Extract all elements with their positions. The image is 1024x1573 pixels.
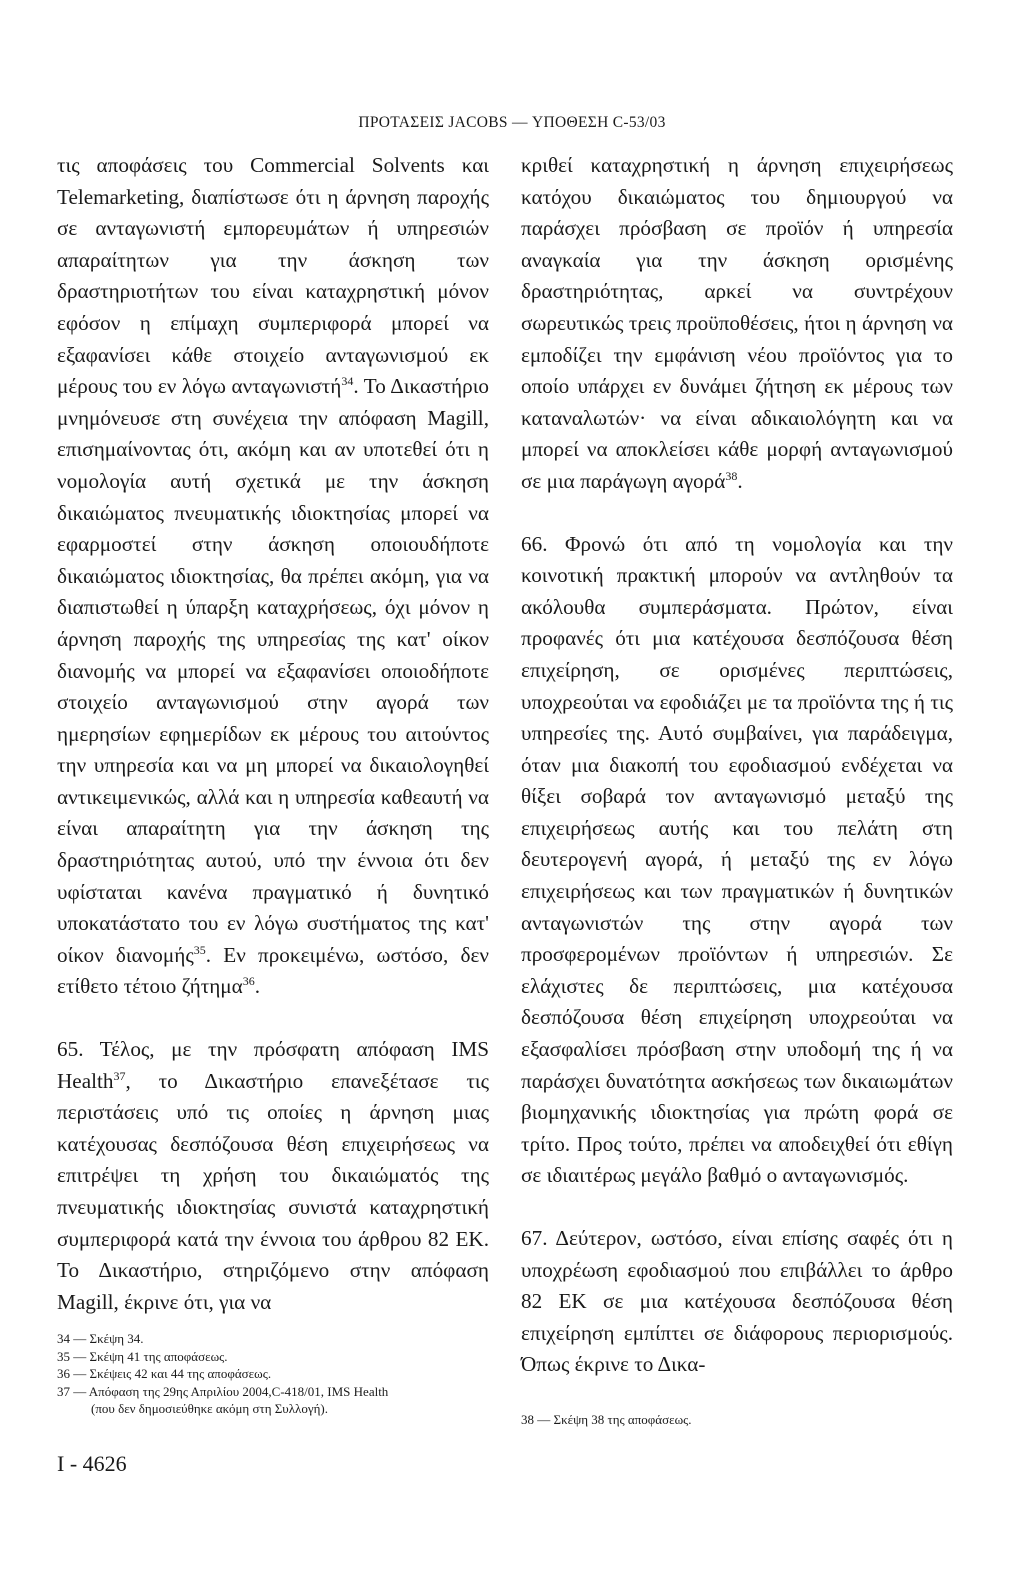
footnote-ref-38[interactable]: 38 (725, 468, 738, 483)
footnote-36: 36 — Σκέψεις 42 και 44 της αποφάσεως. (57, 1366, 272, 1381)
footnote-ref-37[interactable]: 37 (113, 1068, 126, 1083)
footnote-37-continuation: (που δεν δημοσιεύθηκε ακόμη στη Συλλογή). (91, 1401, 328, 1416)
footnote-37: 37 — Απόφαση της 29ης Απριλίου 2004,C-418/01, IMS Health (57, 1383, 389, 1399)
footnote-ref-35[interactable]: 35 (193, 942, 206, 957)
footnote-35: 35 — Σκέψη 41 της αποφάσεως. (57, 1348, 228, 1364)
footnote-34: 34 — Σκέψη 34. (57, 1331, 144, 1346)
paragraph-66: 66. Φρονώ ότι από τη νομολογία και την κοινοτική πρακτική μπορούν να αντληθούν τα ακόλουθα συμπεράσματα. Πρώτον, είναι προφανές ότι μια κατέχουσα δεσπόζουσα θέση επιχείρηση, σε ορισμένες περιπτώσεις, υποχρεούται να εφοδιάζει με τα προϊόντα της ή τις υπηρεσίες της. Αυτό συμβαίνει, για παράδειγμα, όταν μια διακοπή του εφοδιασμού ενδέχεται να θίξει σοβαρά τον ανταγωνισμό μεταξύ της επιχειρήσεως αυτής και του πελάτη στη δευτερογενή αγορά, ή μεταξύ της εν λόγω επιχειρήσεως και των πραγματικών ή δυνητικών ανταγωνιστών της στην αγορά των προσφερομένων προϊόντων ή υπηρεσιών. Σε ελάχιστες δε περιπτώσεις, μια κατέχουσα δεσπόζουσα θέση επιχείρηση υποχρεούται να εξασφαλίσει πρόσβαση στην υποδομή της ή να παράσχει δυνατότητα ασκήσεως των δικαιωμάτων βιομηχανικής ιδιοκτησίας για πρώτη φορά σε τρίτο. Προς τούτο, πρέπει να αποδειχθεί ότι εθίγη σε ιδιαιτέρως μεγάλο βαθμό ο ανταγωνισμός. (521, 531, 953, 1188)
footnotes-left (57, 1330, 497, 1418)
paragraph-65-continued: κριθεί καταχρηστική η άρνηση επιχειρήσεως κατόχου δικαιώματος του δημιουργού να παράσχει πρόσβαση σε προϊόν ή υπηρεσία αναγκαία για την άσκηση ορισμένης δραστηριότητας, αρκεί να συντρέχουν σωρευτικώς τρεις προϋποθέσεις, ήτοι η άρνηση να εμποδίζει την εμφάνιση νέου προϊόντος για το οποίο υπάρχει εν δυνάμει ζήτηση εκ μέρους των καταναλωτών· να είναι αδικαιολόγητη και να μπορεί να αποκλείσει κάθε μορφή ανταγωνισμού σε μια παράγωγη αγορά$^{38}$. (521, 153, 953, 493)
right-column (521, 150, 953, 1381)
footnote-38: 38 — Σκέψη 38 της αποφάσεως. (521, 1412, 692, 1427)
footnote-ref-34[interactable]: 34 (341, 374, 354, 389)
paragraph-67: 67. Δεύτερον, ωστόσο, είναι επίσης σαφές ότι η υποχρέωση εφοδιασμού που επιβάλλει το άρθρο 82 ΕΚ σε μια κατέχουσα δεσπόζουσα θέση επιχείρηση εμπίπτει σε διάφορους περιορισμούς. Όπως έκρινε το Δικα- (521, 1226, 953, 1377)
running-header: ΠΡΟΤΑΣΕΙΣ JACOBS — ΥΠΟΘΕΣΗ C-53/03 (358, 114, 666, 131)
paragraph-64-continued: τις αποφάσεις του Commercial Solvents και Telemarketing, διαπίστωσε ότι η άρνηση παροχής σε ανταγωνιστή εμπορευμάτων ή υπηρεσιών απαραίτητων για την άσκηση των δραστηριοτήτων του είναι καταχρηστική μόνον εφόσον η επίμαχη συμπεριφορά μπορεί να εξαφανίσει κάθε στοιχείο ανταγωνισμού εκ μέρους του εν λόγω ανταγωνιστή$^{34}$. Το Δικαστήριο μνημόνευσε στη συνέχεια την απόφαση Magill, επισημαίνοντας ότι, ακόμη και αν υποτεθεί ότι η νομολογία αυτή σχετικά με την άσκηση δικαιώματος πνευματικής ιδιοκτησίας μπορεί να εφαρμοστεί στην άσκηση οποιουδήποτε δικαιώματος ιδιοκτησίας, θα πρέπει ακόμη, για να διαπιστωθεί η ύπαρξη καταχρήσεως, όχι μόνον η άρνηση παροχής της υπηρεσίας της κατ' οίκον διανομής να μπορεί να εξαφανίσει οποιοδήποτε στοιχείο ανταγωνισμού στην αγορά των ημερησίων εφημερίδων εκ μέρους του αιτούντος την υπηρεσία και να μη μπορεί να δικαιολογηθεί αντικειμενικώς, αλλά και η υπηρεσία καθεαυτή να είναι απαραίτητη για την άσκηση της δραστηριότητας αυτού, υπό την έννοια ότι δεν υφίσταται κανένα πραγματικό ή δυνητικό υποκατάστατο του εν λόγω συστήματος της κατ' οίκον διανομής$^{35}$. Εν προκειμένω, ωστόσο, δεν ετίθετο τέτοιο ζήτημα$^{36}$. (57, 153, 489, 999)
footnotes-right (521, 1411, 953, 1429)
paragraph-65: 65. Τέλος, με την πρόσφατη απόφαση IMS Health$^{37}$, το Δικαστήριο επανεξέτασε τις περιστάσεις υπό τις οποίες η άρνηση μιας κατέχουσας δεσπόζουσα θέση επιχειρήσεως να επιτρέψει τη χρήση του δικαιώματός της πνευματικής ιδιοκτησίας συνιστά καταχρηστική συμπεριφορά κατά την έννοια του άρθρου 82 ΕΚ. Το Δικαστήριο, στηριζόμενο στην απόφαση Magill, έκρινε ότι, για να (57, 1037, 489, 1314)
footnote-ref-36[interactable]: 36 (242, 974, 255, 989)
page-number: I - 4626 (57, 1451, 127, 1476)
left-column (57, 150, 489, 1318)
